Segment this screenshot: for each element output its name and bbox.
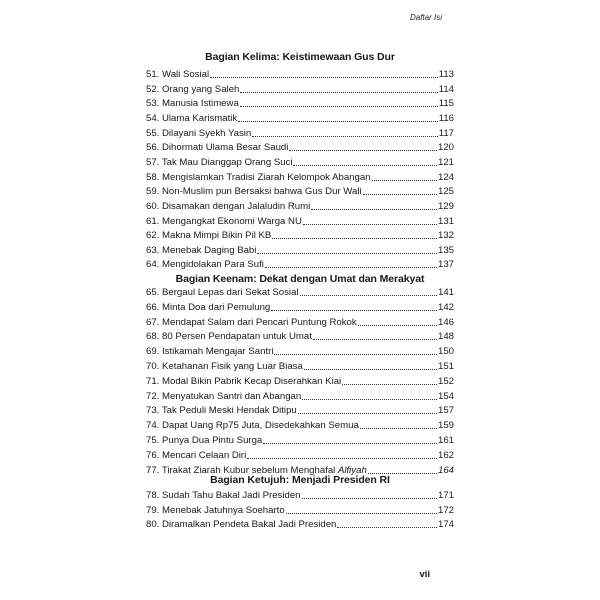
toc-entry xyxy=(146,171,454,184)
toc-entry-title: 61. Mengangkat Ekonomi Warga NU xyxy=(146,215,302,227)
dot-leader xyxy=(360,428,437,429)
dot-leader xyxy=(342,384,437,385)
toc-entry xyxy=(146,68,454,81)
toc-entry-title: 64. Mengidolakan Para Sufi xyxy=(146,259,264,271)
toc-entry-page: 125 xyxy=(437,186,454,198)
toc-entry xyxy=(146,345,454,358)
toc-entry xyxy=(146,244,454,257)
toc-entry xyxy=(146,404,454,417)
dot-leader xyxy=(240,92,437,93)
toc-entry-page: 124 xyxy=(437,171,454,183)
toc-entry-page: 164 xyxy=(437,464,454,476)
dot-leader xyxy=(300,295,437,296)
dot-leader xyxy=(363,194,437,195)
toc-entry-page: 172 xyxy=(437,504,454,516)
toc-entry xyxy=(146,127,454,140)
dot-leader xyxy=(286,513,437,514)
toc-entry-title: 51. Wali Sosial xyxy=(146,69,210,80)
toc-entry-title: 66. Minta Doa dari Pemulung xyxy=(146,301,271,313)
toc-entry-page: 137 xyxy=(437,259,454,271)
toc-entry-page: 121 xyxy=(437,156,454,168)
toc-entry-page: 114 xyxy=(438,83,454,95)
toc-entry-page: 132 xyxy=(437,230,454,242)
dot-leader xyxy=(311,209,437,210)
toc-entry-page: 154 xyxy=(437,390,454,402)
dot-leader xyxy=(240,106,438,107)
running-head: Daftar Isi xyxy=(409,13,442,22)
toc-entry-title: 57. Tak Mau Dianggap Orang Suci xyxy=(146,156,293,168)
toc-entry-title: 54. Ulama Karismatik xyxy=(146,112,238,124)
toc-entry-title: 68. 80 Persen Pendapatan untuk Umat xyxy=(146,331,312,343)
dot-leader xyxy=(303,224,437,225)
toc-entry-page: 142 xyxy=(437,301,454,313)
toc-entry xyxy=(146,316,454,329)
dot-leader xyxy=(257,253,437,254)
toc-entry-title: 72. Menyatukan Santri dan Abangan xyxy=(146,390,302,402)
section-title-ketujuh: Bagian Ketujuh: Menjadi Presiden RI xyxy=(210,474,390,486)
toc-entry-page: 161 xyxy=(437,435,454,446)
toc-entry-title: 69. Istikamah Mengajar Santri xyxy=(146,346,274,358)
dot-leader xyxy=(302,498,437,499)
toc-entry xyxy=(146,489,454,502)
toc-entry-title: 74. Dapat Uang Rp75 Juta, Disedekahkan Semua xyxy=(146,420,359,432)
toc-entry xyxy=(146,360,454,373)
toc-entry-page: 157 xyxy=(437,405,454,417)
toc-entry-page: 115 xyxy=(438,98,454,110)
dot-leader xyxy=(304,369,437,370)
dot-leader xyxy=(293,165,437,166)
toc-entry-title: 52. Orang yang Saleh xyxy=(146,83,240,95)
toc-entry xyxy=(146,112,454,125)
toc-entry xyxy=(146,141,454,154)
section-title-kelima: Bagian Kelima: Keistimewaan Gus Dur xyxy=(205,51,395,63)
toc-entry xyxy=(146,518,454,531)
toc-entry-title: 78. Sudah Tahu Bakal Jadi Presiden xyxy=(146,490,301,501)
toc-entry xyxy=(146,504,454,517)
toc-entry xyxy=(146,375,454,388)
toc-entry-title: 59. Non-Muslim pun Bersaksi bahwa Gus Dur Wali xyxy=(146,186,362,198)
toc-entry-page: 174 xyxy=(437,519,454,530)
toc-entry xyxy=(146,286,454,299)
toc-entry-page: 150 xyxy=(437,346,454,358)
toc-entry xyxy=(146,434,454,447)
toc-entry-title: 60. Disamakan dengan Jalaludin Rumi xyxy=(146,200,311,212)
dot-leader xyxy=(238,121,438,122)
toc-entry-page: 148 xyxy=(437,331,454,343)
toc-entry-page: 135 xyxy=(437,244,454,256)
dot-leader xyxy=(302,399,437,400)
toc-entry-page: 146 xyxy=(437,316,454,328)
toc-entry xyxy=(146,156,454,169)
toc-entry-title: 73. Tak Peduli Meski Hendak Ditipu xyxy=(146,405,297,417)
toc-entry xyxy=(146,449,454,462)
toc-entry-page: 152 xyxy=(437,375,454,387)
toc-entry-title: 58. Mengislamkan Tradisi Ziarah Kelompok Abangan xyxy=(146,171,371,183)
toc-entry-title: 63. Menebak Daging Babi xyxy=(146,244,257,256)
toc-entry-title: 76. Mencari Celaan Diri xyxy=(146,449,247,461)
toc-entry-title: 62. Makna Mimpi Bikin Pil KB xyxy=(146,230,272,242)
toc-entry-page: 162 xyxy=(437,449,454,461)
toc-entry xyxy=(146,83,454,96)
dot-leader xyxy=(263,443,437,444)
toc-entry-page: 151 xyxy=(437,361,454,372)
toc-entry-page: 129 xyxy=(437,200,454,212)
toc-entry xyxy=(146,390,454,403)
toc-entry xyxy=(146,330,454,343)
toc-entry xyxy=(146,200,454,213)
page-folio: vii xyxy=(419,569,430,580)
toc-entry-title: 53. Manusia Istimewa xyxy=(146,98,239,110)
toc-entry-title: 77. Tirakat Ziarah Kubur sebelum Menghafal Alfiyah xyxy=(146,464,367,476)
toc-entry-title: 67. Mendapat Salam dari Pencari Puntung Rokok xyxy=(146,316,357,328)
toc-entry xyxy=(146,229,454,242)
toc-entry-title: 55. Dilayani Syekh Yasin xyxy=(146,127,252,139)
toc-entry-title: 79. Menebak Jatuhnya Soeharto xyxy=(146,504,285,516)
toc-entry xyxy=(146,215,454,228)
toc-entry xyxy=(146,419,454,432)
dot-leader xyxy=(247,458,437,459)
dot-leader xyxy=(337,527,437,528)
toc-entry-page: 141 xyxy=(437,287,454,298)
toc-entry-page: 117 xyxy=(438,127,454,139)
toc-entry xyxy=(146,464,454,477)
dot-leader xyxy=(313,339,437,340)
dot-leader xyxy=(372,180,437,181)
toc-entry-page: 113 xyxy=(438,69,454,80)
toc-entry-page: 120 xyxy=(437,142,454,154)
toc-entry xyxy=(146,301,454,314)
dot-leader xyxy=(274,354,437,355)
dot-leader xyxy=(265,267,437,268)
toc-entry-title: 75. Punya Dua Pintu Surga xyxy=(146,435,263,446)
toc-entry-title: 80. Diramalkan Pendeta Bakal Jadi Presiden xyxy=(146,519,337,530)
toc-entry xyxy=(146,97,454,110)
toc-entry-title: 71. Modal Bikin Pabrik Kecap Diserahkan Kiai xyxy=(146,375,342,387)
toc-entry-title: 65. Bergaul Lepas dari Sekat Sosial xyxy=(146,287,299,298)
section-title-keenam: Bagian Keenam: Dekat dengan Umat dan Merakyat xyxy=(175,273,425,285)
toc-entry xyxy=(146,258,454,271)
dot-leader xyxy=(210,77,438,78)
dot-leader xyxy=(368,473,437,474)
toc-entry-page: 159 xyxy=(437,420,454,432)
dot-leader xyxy=(252,136,437,137)
toc-entry xyxy=(146,185,454,198)
dot-leader xyxy=(289,150,437,151)
toc-entry-page: 131 xyxy=(437,215,454,227)
toc-entry-page: 171 xyxy=(437,490,454,501)
toc-entry-title: 56. Dihormati Ulama Besar Saudi xyxy=(146,142,289,154)
toc-entry-title: 70. Ketahanan Fisik yang Luar Biasa xyxy=(146,361,303,372)
dot-leader xyxy=(358,325,437,326)
dot-leader xyxy=(271,310,437,311)
dot-leader xyxy=(298,413,437,414)
toc-entry-page: 116 xyxy=(438,112,454,124)
dot-leader xyxy=(272,238,437,239)
